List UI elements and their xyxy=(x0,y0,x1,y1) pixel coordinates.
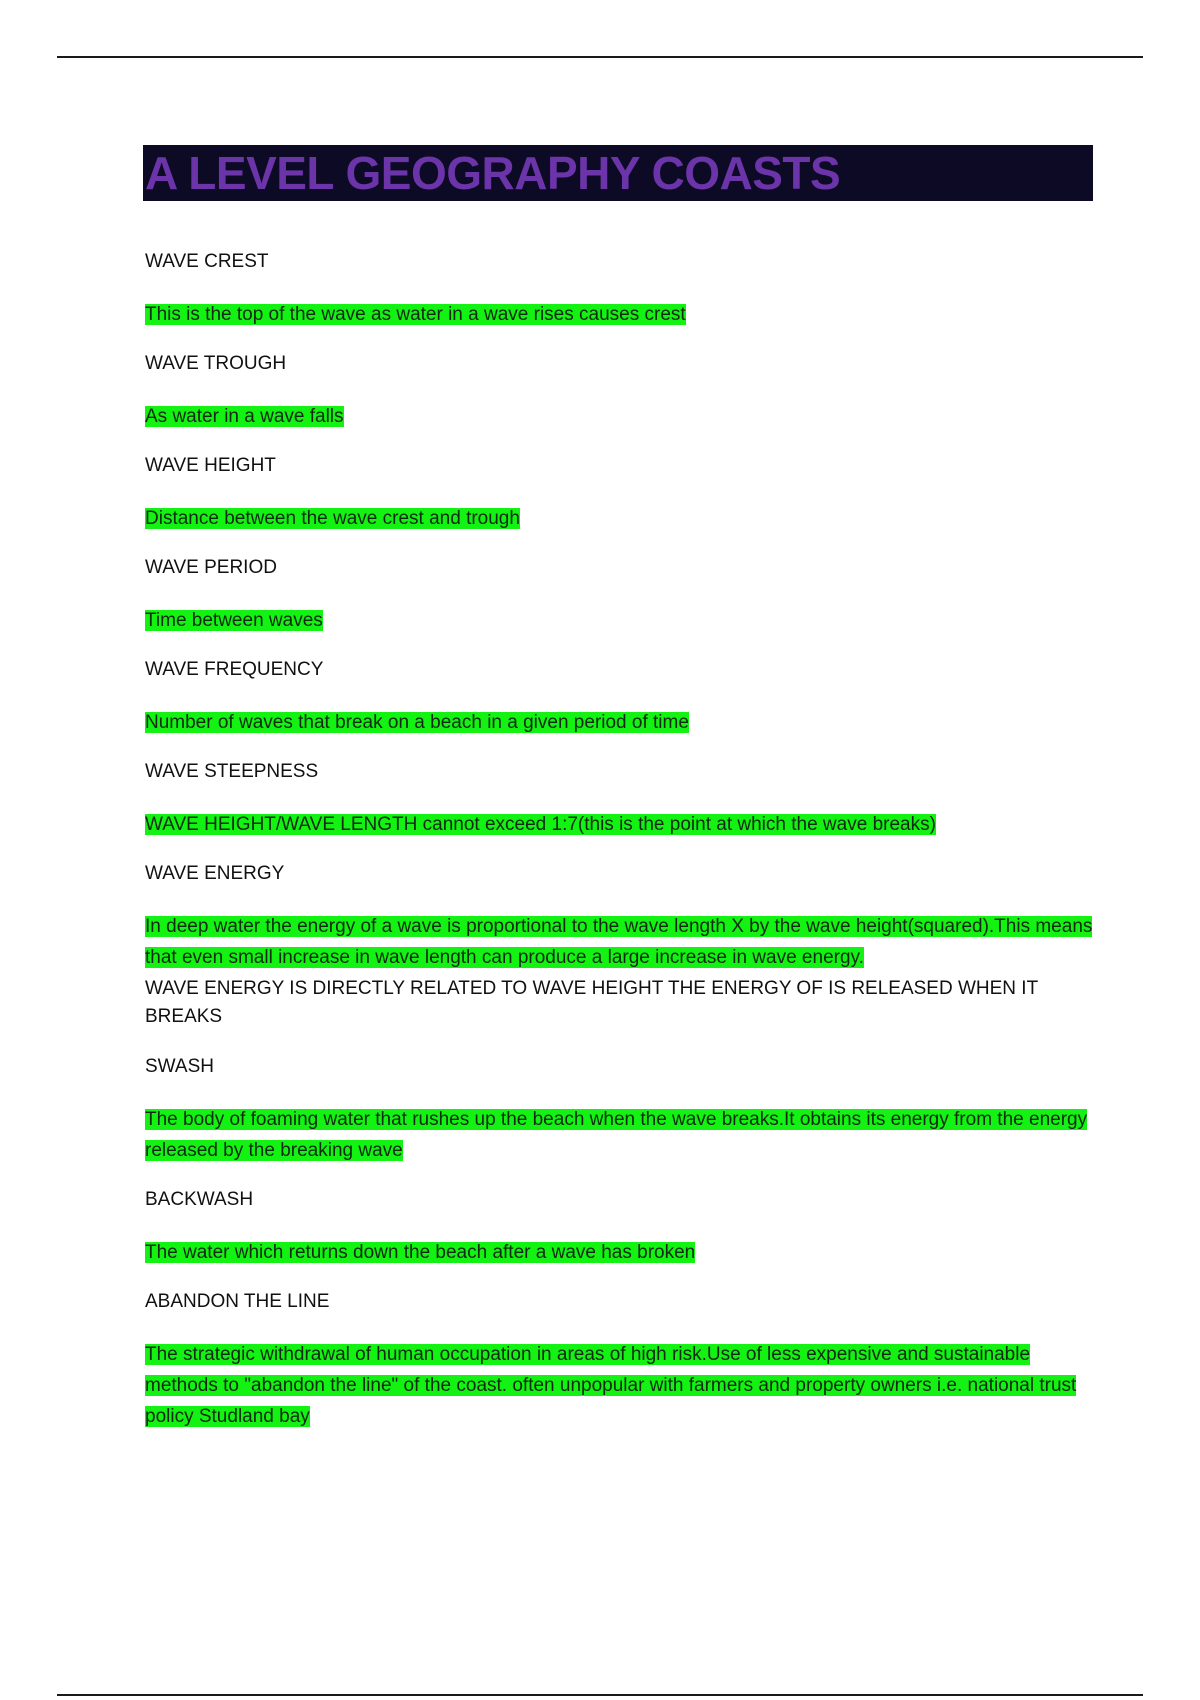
glossary-term: ABANDON THE LINE xyxy=(145,1291,330,1312)
glossary-entry xyxy=(143,758,1093,840)
page-title: A LEVEL GEOGRAPHY COASTS xyxy=(145,147,841,199)
glossary-entry xyxy=(143,860,1093,1031)
title-banner xyxy=(143,145,1093,201)
glossary-term: WAVE FREQUENCY xyxy=(145,659,324,680)
glossary-entry xyxy=(143,452,1093,534)
glossary-definition xyxy=(145,605,1093,636)
page-content xyxy=(143,145,1093,1452)
highlighted-definition-text: As water in a wave falls xyxy=(145,406,344,427)
glossary-term: WAVE TROUGH xyxy=(145,353,287,374)
glossary-term: WAVE ENERGY xyxy=(145,863,285,884)
glossary-term: WAVE STEEPNESS xyxy=(145,761,319,782)
glossary-entry xyxy=(143,1186,1093,1268)
glossary-entry xyxy=(143,554,1093,636)
glossary-definition xyxy=(145,503,1093,534)
glossary-note: WAVE ENERGY IS DIRECTLY RELATED TO WAVE HEIGHT THE ENERGY OF IS RELEASED WHEN IT BREAKS xyxy=(145,978,1038,1027)
glossary-term: WAVE PERIOD xyxy=(145,557,277,578)
glossary-entry xyxy=(143,1288,1093,1432)
glossary-list xyxy=(143,248,1093,1432)
highlighted-definition-text: Time between waves xyxy=(145,610,323,631)
glossary-definition xyxy=(145,1339,1093,1432)
glossary-definition xyxy=(145,1104,1093,1166)
glossary-entry xyxy=(143,248,1093,330)
highlighted-definition-text: The strategic withdrawal of human occupation in areas of high risk.Use of less expensive and sustainable methods to "abandon the line" of the coast. often unpopular with farmers and property owners i.e. national trust policy Studland bay xyxy=(145,1344,1077,1427)
highlighted-definition-text: Distance between the wave crest and trough xyxy=(145,508,520,529)
glossary-entry xyxy=(143,350,1093,432)
highlighted-definition-text: The water which returns down the beach after a wave has broken xyxy=(145,1242,696,1263)
glossary-term: WAVE CREST xyxy=(145,251,269,272)
highlighted-definition-text: WAVE HEIGHT/WAVE LENGTH cannot exceed 1:7(this is the point at which the wave breaks) xyxy=(145,814,936,835)
highlighted-definition-text: The body of foaming water that rushes up the beach when the wave breaks.It obtains its energy from the energy released by the breaking wave xyxy=(145,1109,1088,1161)
glossary-definition xyxy=(145,1237,1093,1268)
glossary-entry xyxy=(143,656,1093,738)
glossary-definition xyxy=(145,401,1093,432)
highlighted-definition-text: In deep water the energy of a wave is proportional to the wave length X by the wave height(squared).This means that even small increase in wave length can produce a large increase in wave energy. xyxy=(145,916,1093,968)
glossary-term: BACKWASH xyxy=(145,1189,254,1210)
top-rule xyxy=(57,56,1143,58)
highlighted-definition-text: This is the top of the wave as water in a wave rises causes crest xyxy=(145,304,686,325)
glossary-term: WAVE HEIGHT xyxy=(145,455,276,476)
glossary-definition xyxy=(145,707,1093,738)
highlighted-definition-text: Number of waves that break on a beach in a given period of time xyxy=(145,712,689,733)
glossary-entry xyxy=(143,1053,1093,1166)
glossary-definition xyxy=(145,299,1093,330)
glossary-definition xyxy=(145,911,1093,973)
bottom-rule xyxy=(57,1694,1143,1696)
glossary-term: SWASH xyxy=(145,1056,214,1077)
glossary-definition xyxy=(145,809,1093,840)
